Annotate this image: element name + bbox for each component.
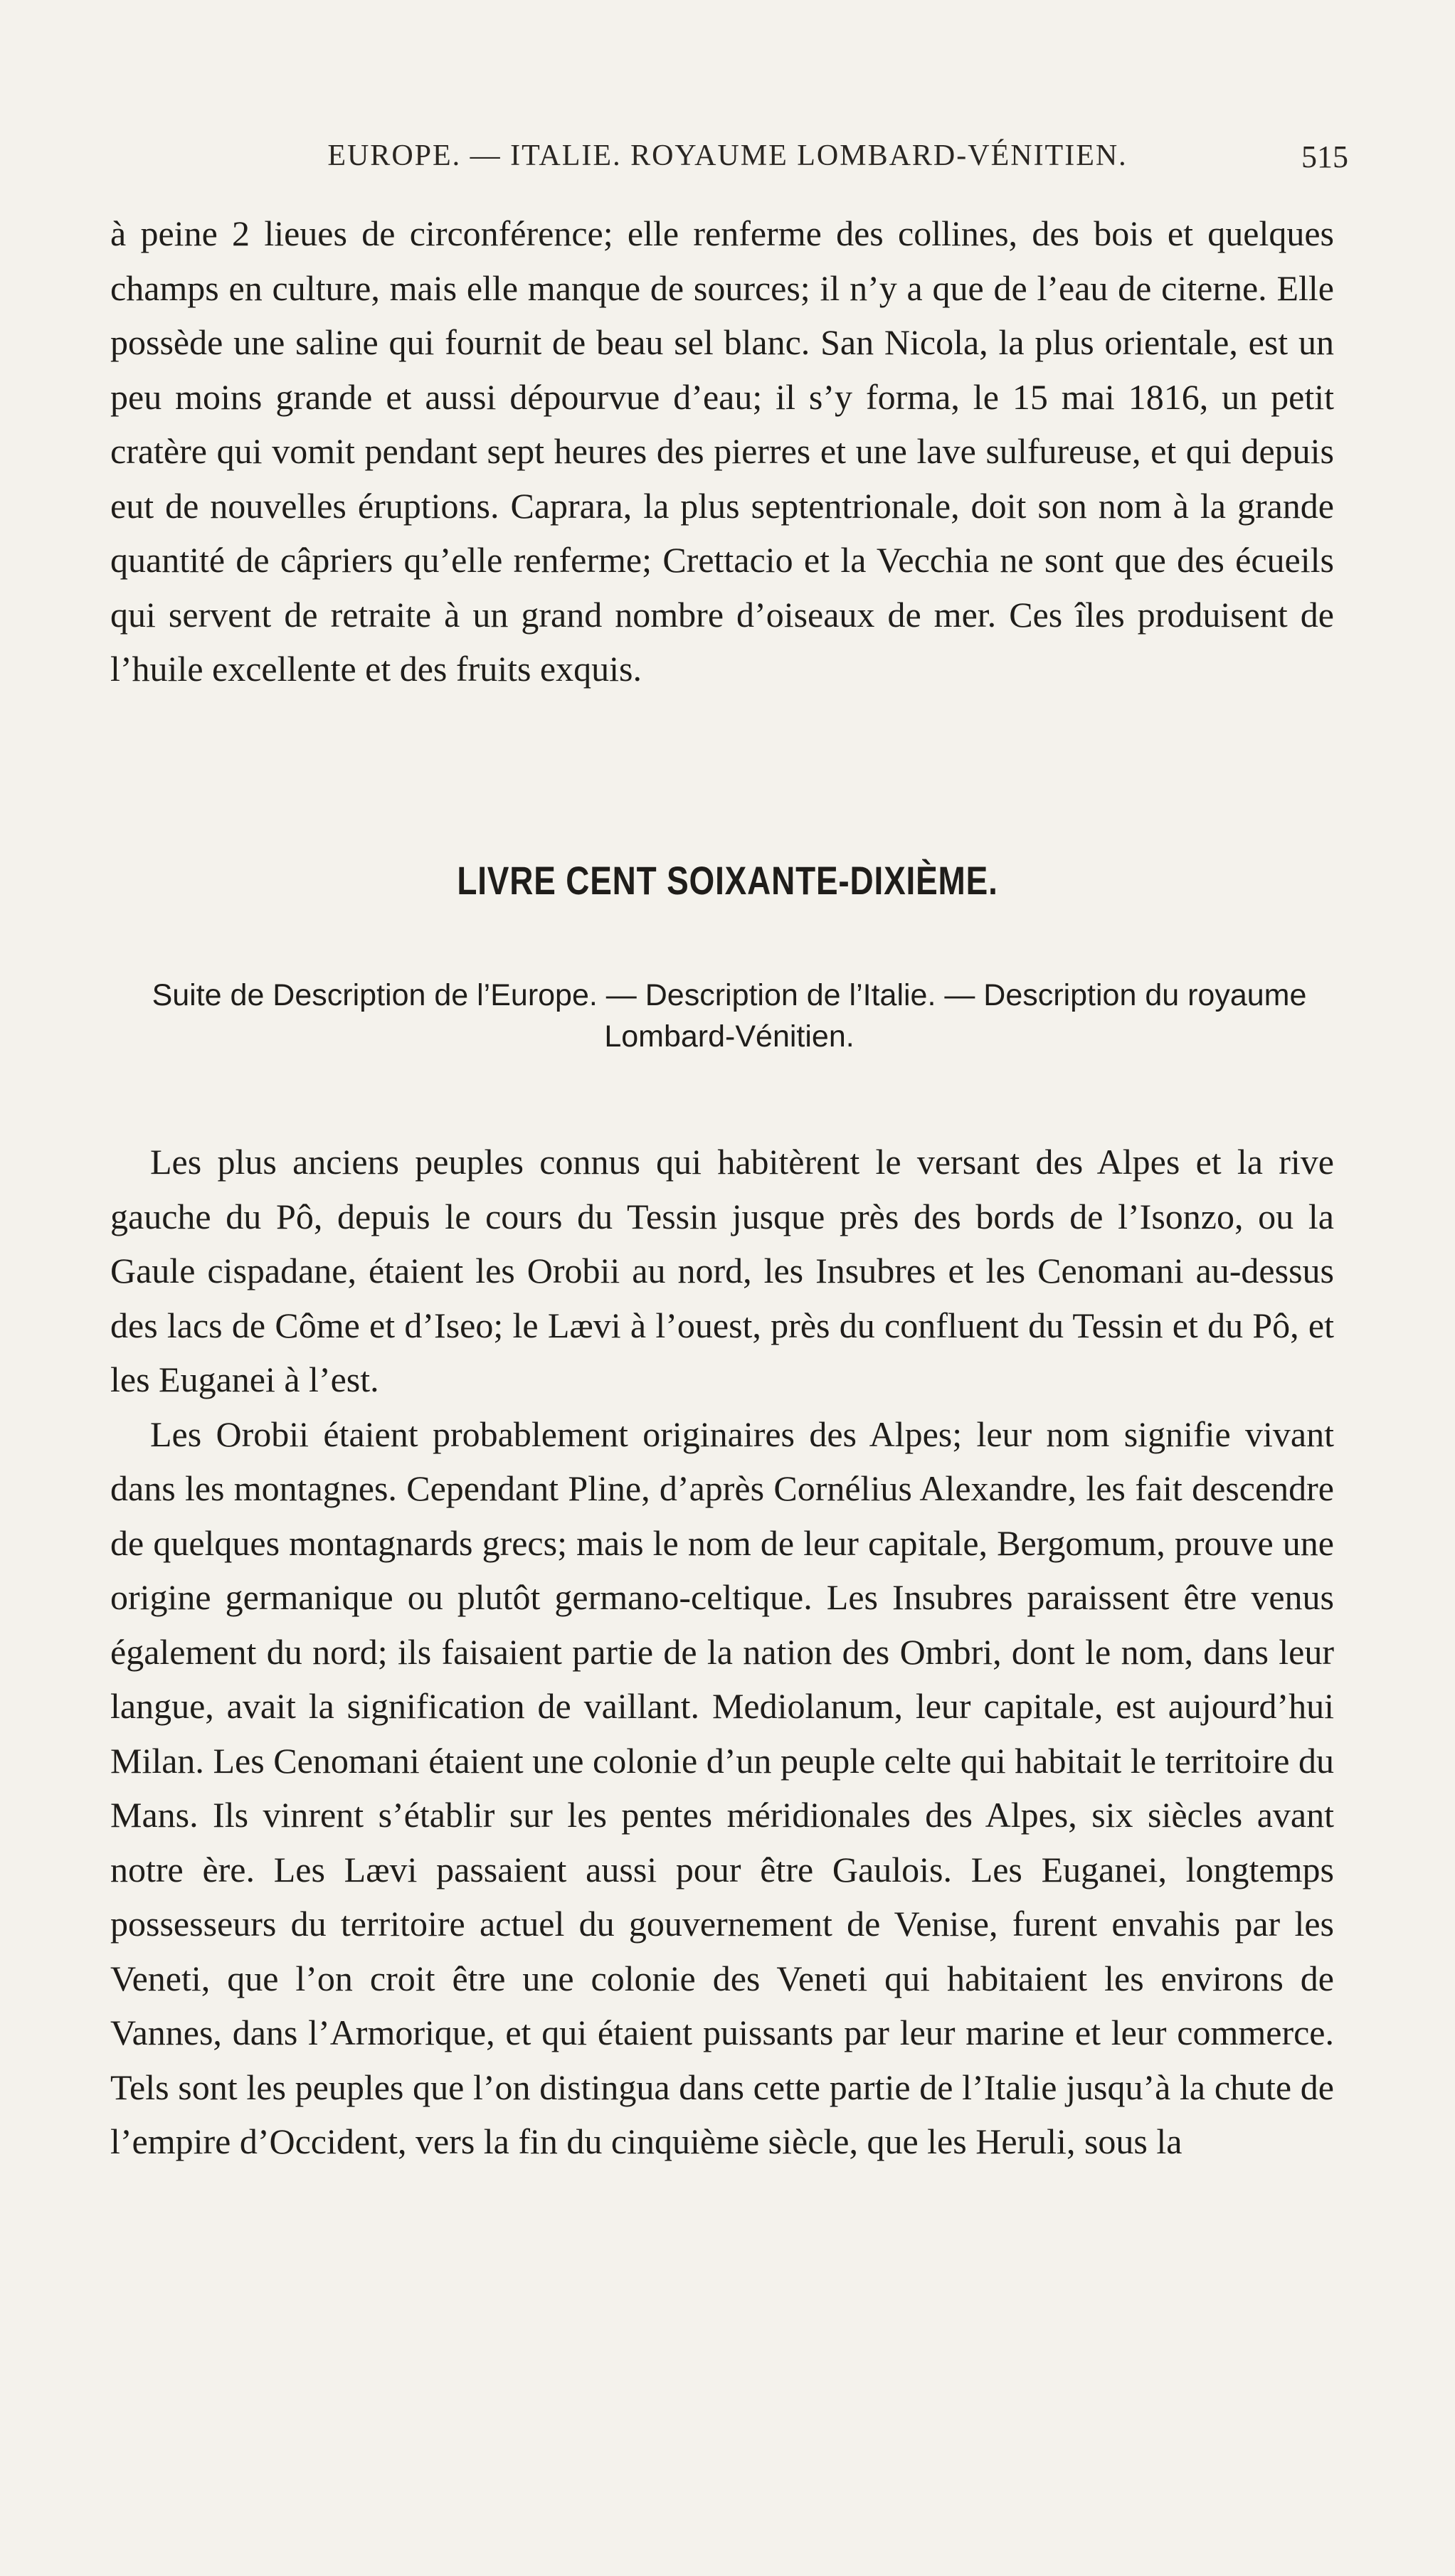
body-paragraph-1: Les plus anciens peuples connus qui habitèrent le versant des Alpes et la rive gauche du Pô, depuis le cours du Tessin jusque près des bords de l’Isonzo, ou la Gaule cispadane, étaient les Orobii au nord, les Insubres et les Cenomani au-dessus des lacs de Côme et d’Iseo; le Lævi à l’ouest, près du confluent du Tessin et du Pô, et les Euganei à l’est. xyxy=(110,1142,1334,1399)
running-header xyxy=(107,139,1348,181)
chapter-title: LIVRE CENT SOIXANTE-DIXIÈME. xyxy=(457,858,998,903)
intro-paragraph: à peine 2 lieues de circonférence; elle renferme des collines, des bois et quelques champs en culture, mais elle manque de sources; il n’y a que de l’eau de citerne. Elle possède une saline qui fournit de beau sel blanc. San Nicola, la plus orientale, est un peu moins grande et aussi dépourvue d’eau; il s’y forma, le 15 mai 1816, un petit cratère qui vomit pendant sept heures des pierres et une lave sulfureuse, et qui depuis eut de nouvelles éruptions. Caprara, la plus septentrionale, doit son nom à la grande quantité de câpriers qu’elle renferme; Crettacio et la Vecchia ne sont que des écueils qui servent de retraite à un grand nombre d’oiseaux de mer. Ces îles produisent de l’huile excellente et des fruits exquis. xyxy=(110,213,1334,689)
running-title: EUROPE. — ITALIE. ROYAUME LOMBARD-VÉNITIEN. xyxy=(327,139,1128,172)
body-paragraph-2: Les Orobii étaient probablement originaires des Alpes; leur nom signifie vivant dans les montagnes. Cependant Pline, d’après Cornélius Alexandre, les fait descendre de quelques montagnards grecs; mais le nom de leur capitale, Bergomum, prouve une origine germanique ou plutôt germano-celtique. Les Insubres paraissent être venus également du nord; ils faisaient partie de la nation des Ombri, dont le nom, dans leur langue, avait la signification de vaillant. Mediolanum, leur capitale, est aujourd’hui Milan. Les Cenomani étaient une colonie d’un peuple celte qui habitait le territoire du Mans. Ils vinrent s’établir sur les pentes méridionales des Alpes, six siècles avant notre ère. Les Lævi passaient aussi pour être Gaulois. Les Euganei, longtemps possesseurs du territoire actuel du gouvernement de Venise, furent envahis par les Veneti, que l’on croit être une colonie des Veneti qui habitaient les environs de Vannes, dans l’Armorique, et qui étaient puissants par leur marine et leur commerce. Tels sont les peuples que l’on distingua dans cette partie de l’Italie jusqu’à la chute de l’empire d’Occident, vers la fin du cinquième siècle, que les Heruli, sous la xyxy=(110,1414,1334,2161)
body-text-block xyxy=(110,1135,1334,2169)
intro-text-block xyxy=(110,206,1334,696)
chapter-summary: Suite de Description de l’Europe. — Description de l’Italie. — Description du royaume Lombard-Vénitien. xyxy=(152,978,1307,1054)
page-number: 515 xyxy=(1301,139,1348,174)
